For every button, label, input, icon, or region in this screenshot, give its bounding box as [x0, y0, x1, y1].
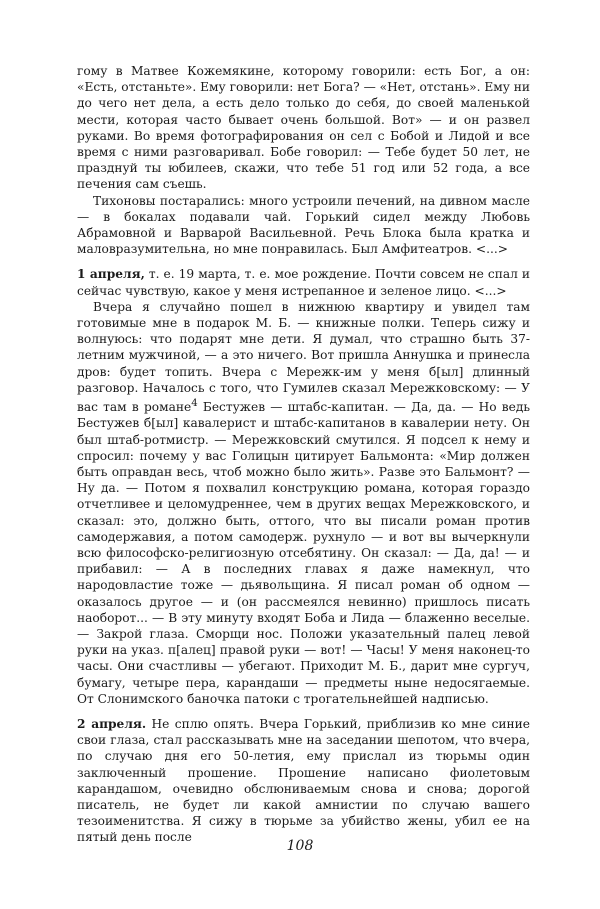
paragraph-text-part-1: Вчера я случайно пошел в нижнюю квартиру и увидел там готовимые мне в подарок М. Б. — книжные полки. Теперь сижу и волнуюсь: что подарят мне дети. Я думал, что страшно быть 37-летним мужчиной, — а это ничего. Вот пришла Аннушка и принесла дров: будет топить. Вчера с Мережк-им у меня б[ыл] длинный разговор. Началось с того, что Гумилев сказал Мережковскому: — У вас там в романе — [77, 299, 530, 415]
page-number: 108 — [286, 838, 314, 854]
entry-text-april-2: Не сплю опять. Вчера Горький, приблизив ко мне синие свои глаза, стал рассказывать мне на заседании шепотом, что вчера, по случаю дня его 50-летия, ему прислал из тюрьмы один заключенный прошение. Прошение написано фиолетовым карандашом, очевидно обслюниваемым снова и снова; дорогой писатель, не будет ли какой амнистии по случаю вашего тезоименитства. Я сижу в тюрьме за убийство жены, убил ее на пятый день после — [77, 716, 530, 845]
diary-entry-april-2 — [77, 716, 530, 846]
paragraph-text-part-2: Бестужев — штабс-капитан. — Да, да. — Но ведь Бестужев б[ыл] кавалерист и штабс-капитанов в кавалерии нету. Он был штаб-ротмистр. — Мережковский смутился. Я подсел к нему и спросил: почему у вас Голицын цитирует Бальмонта: «Мир должен быть оправдан весь, чтоб можно было жить». Разве это Бальмонт? — Ну да. — Потом я похвалил конструкцию романа, которая гораздо отчетливее и целомудреннее, чем в других вещах Мережковского, и сказал: это, должно быть, оттого, что вы писали роман против самодержавия, а потом самодерж. рухнуло — и вот вы вычеркнули всю философско-религиозную отсебятину. Он сказал: — Да, да! — и прибавил: — А в последних главах я даже намекнул, что народовластие тоже — дьявольщина. Я писал роман об одном — оказалось другое — и (он рассмеялся невинно) пришлось писать наоборот... — В эту минуту входят Боба и Лида — блаженно веселые. — Закрой глаза. Сморщи нос. Положи указательный палец левой руки на указ. п[алец] правой руки — вот! — Часы! У меня наконец-то часы. Они счастливы — убегают. Приходит М. Б., дарит мне сургуч, бумагу, четыре пера, карандаши — предметы ныне недосягаемые. От Слонимского баночка патоки с трогательнейшей надписью. — [77, 400, 530, 706]
entry-date-april-1: 1 апреля, — [77, 267, 145, 282]
page-body — [77, 63, 530, 846]
diary-entry-april-1 — [77, 266, 530, 298]
paragraph-continuation: гому в Матвее Кожемякине, которому говорили: есть Бог, а он: «Есть, отстаньте». Ему говорили: нет Бога? — «Нет, отстань». Ему ни до чего нет дела, а есть дело только до себя, до своей маленькой мести, которая часто бывает очень большой. Вот» — и он развел руками. Во время фотографирования он сел с Бобой и Лидой и все время с ними разговаривал. Бобе говорил: — Тебе будет 50 лет, не празднуй ты юбилеев, скажи, что тебе 51 год или 52 года, а все печения сам съешь. — [77, 64, 530, 192]
paragraph-tikhonovs: Тихоновы постарались: много устроили печений, на дивном масле — в бокалах подавали чай. Горький сидел между Любовь Абрамовной и Варварой Васильевной. Речь Блока была кратка и маловразумительна, но мне понравилась. Был Амфитеатров. <...> — [77, 193, 530, 257]
entry-text-april-1: т. е. 19 марта, т. е. мое рождение. Почти совсем не спал и сейчас чувствую, какое у меня истрепанное и зеленое лицо. <...> — [77, 267, 531, 298]
entry-date-april-2: 2 апреля. — [77, 716, 147, 731]
paragraph-birthday-morning — [77, 299, 530, 707]
footnote-marker: 4 — [191, 398, 198, 410]
